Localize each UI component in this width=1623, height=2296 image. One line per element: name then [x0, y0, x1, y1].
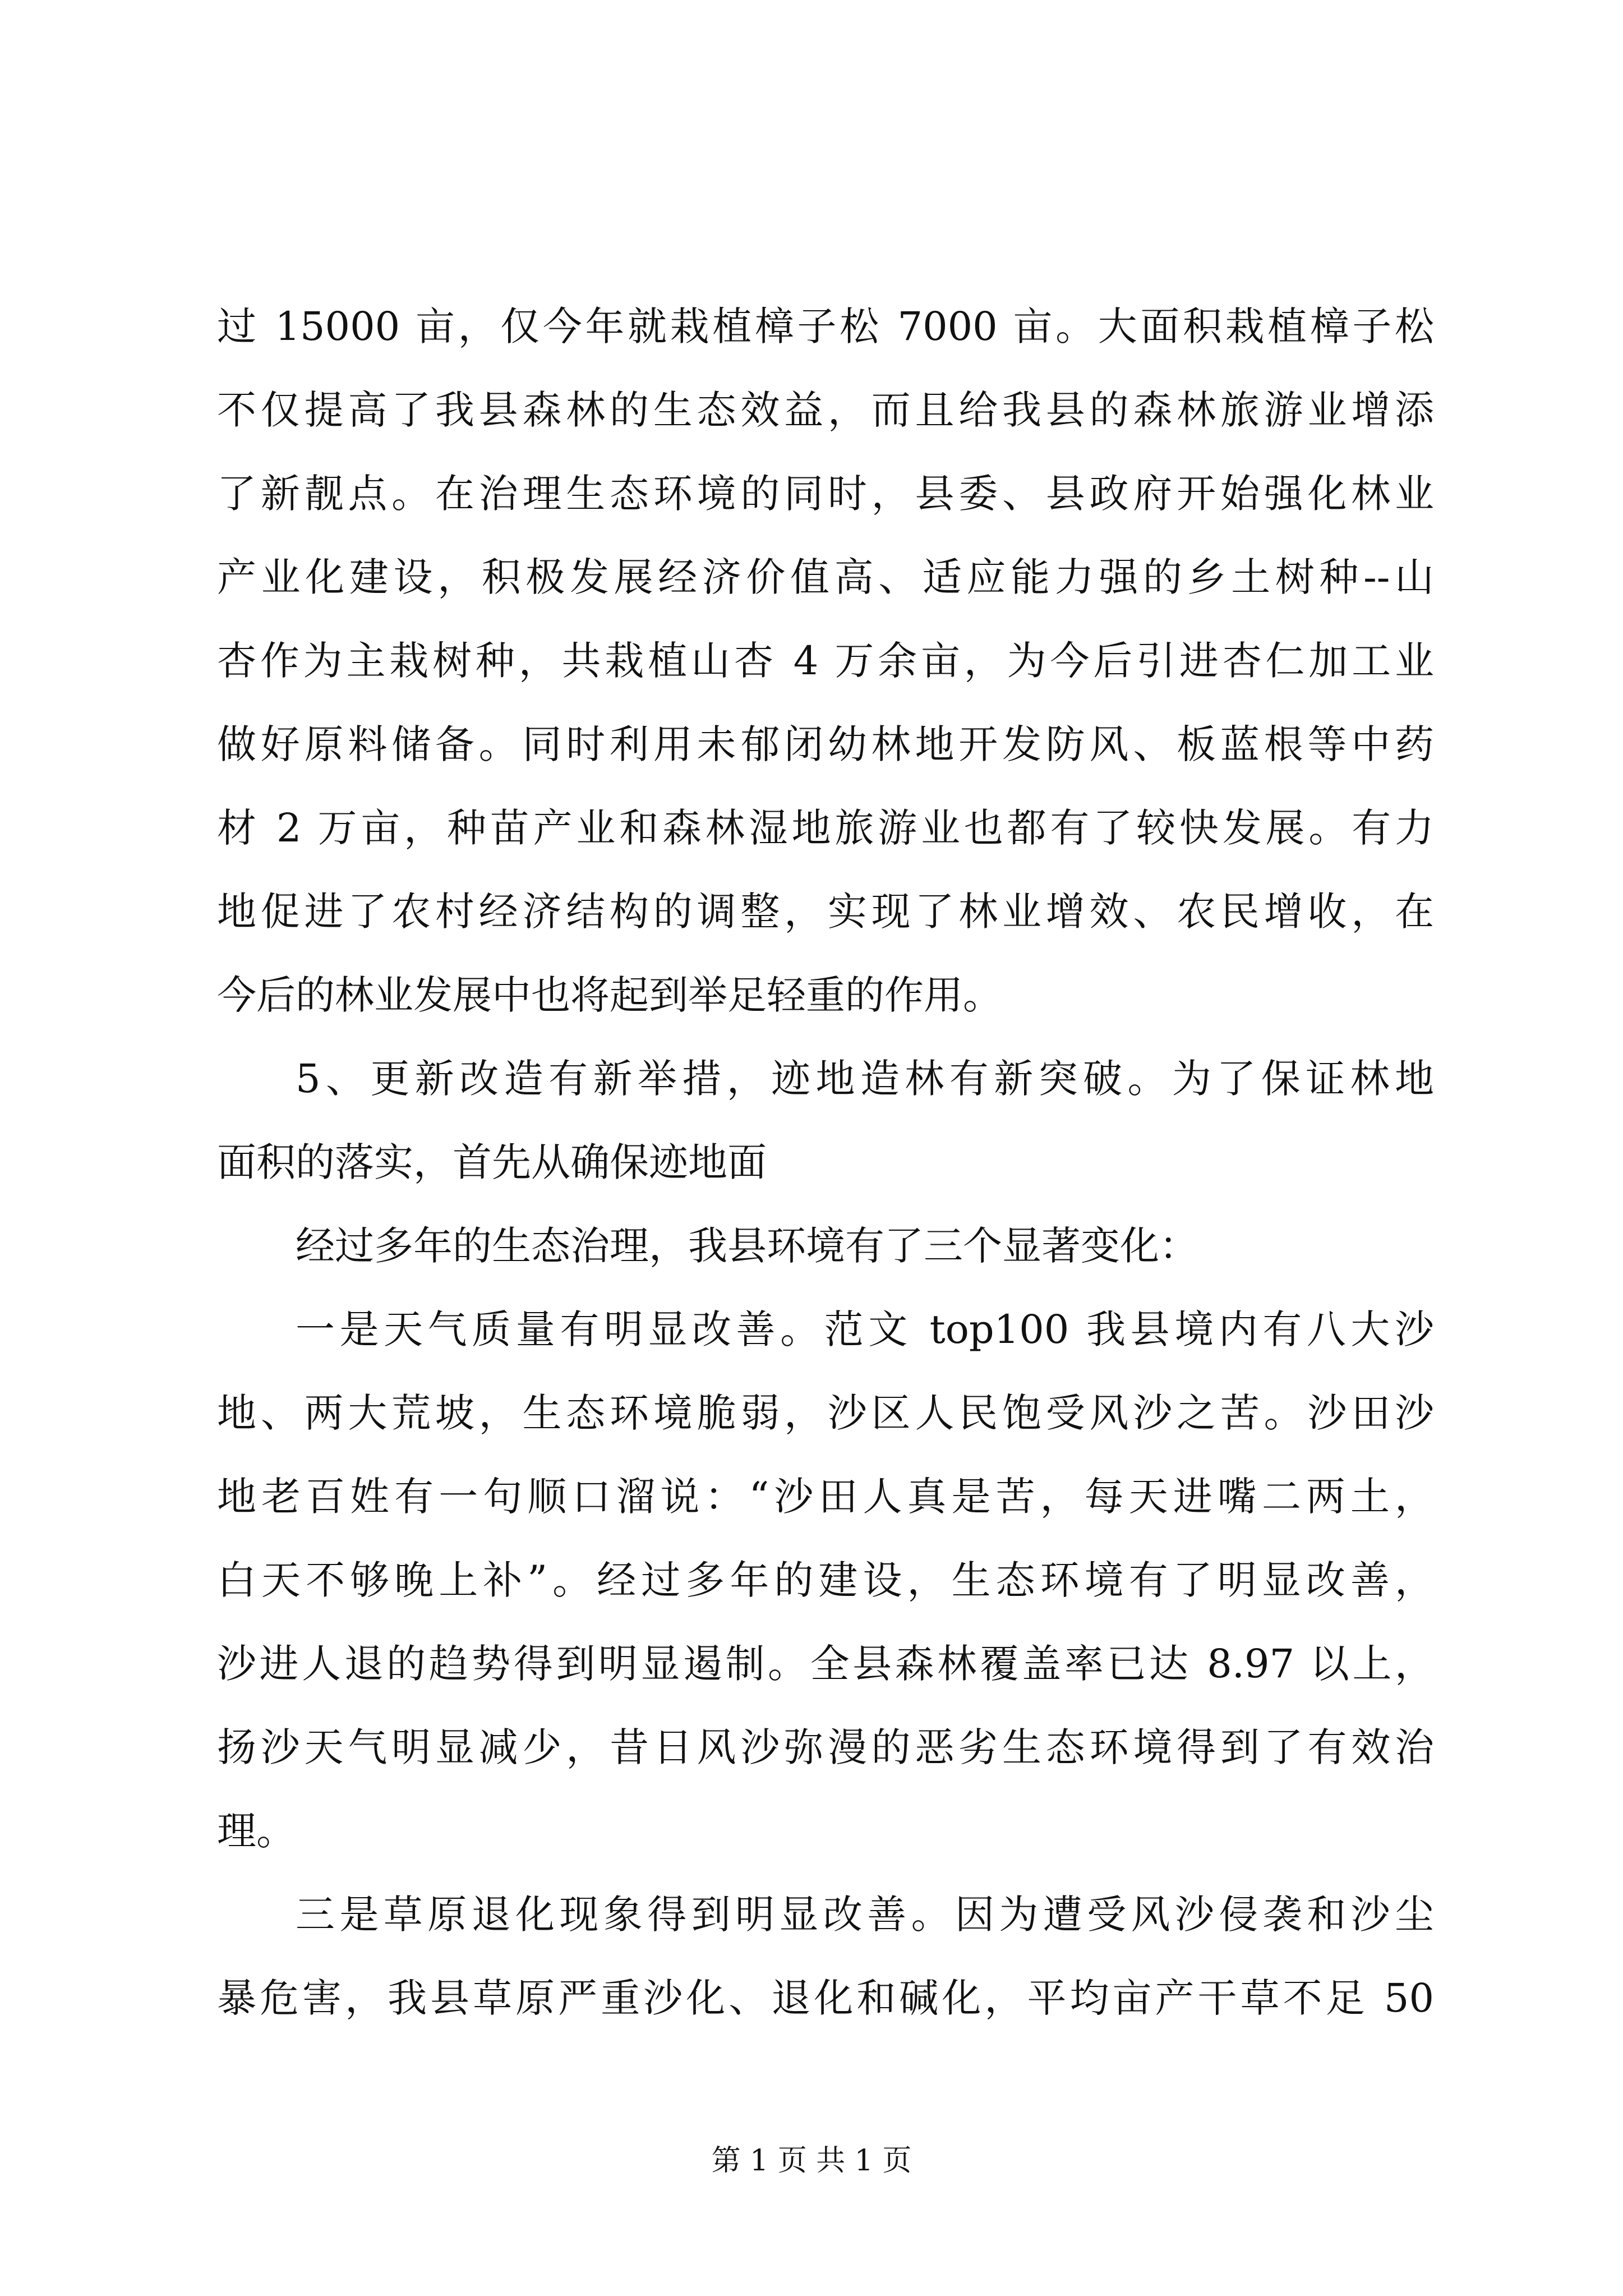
paragraph-first-line: 三是草原退化现象得到明显改善。因为遭受风沙侵袭和沙尘	[296, 1892, 1434, 1938]
text-line: 过 15000 亩，仅今年就栽植樟子松 7000 亩。大面积栽植樟子松	[217, 303, 1434, 349]
text-line: 今后的林业发展中也将起到举足轻重的作用。	[217, 972, 1002, 1018]
paragraph-first-line: 5、更新改造有新举措，迹地造林有新突破。为了保证林地	[296, 1056, 1434, 1102]
text-line: 产业化建设，积极发展经济价值高、适应能力强的乡土树种--山	[217, 554, 1434, 600]
text-line: 杏作为主栽树种，共栽植山杏 4 万余亩，为今后引进杏仁加工业	[217, 638, 1434, 684]
text-line: 地促进了农村经济结构的调整，实现了林业增效、农民增收，在	[217, 889, 1434, 935]
text-line: 暴危害，我县草原严重沙化、退化和碱化，平均亩产干草不足 50	[217, 1975, 1434, 2021]
text-line: 地、两大荒坡，生态环境脆弱，沙区人民饱受风沙之苦。沙田沙	[217, 1390, 1434, 1436]
page-footer: 第 1 页 共 1 页	[711, 2144, 912, 2178]
text-line: 面积的落实，首先从确保迹地面	[217, 1139, 767, 1185]
paragraph-first-line: 一是天气质量有明显改善。范文 top100 我县境内有八大沙	[296, 1306, 1434, 1352]
document-body	[217, 285, 1434, 2040]
text-line: 理。	[217, 1808, 296, 1854]
text-line: 不仅提高了我县森林的生态效益，而且给我县的森林旅游业增添	[217, 387, 1434, 433]
text-line: 白天不够晚上补”。经过多年的建设，生态环境有了明显改善，	[217, 1557, 1434, 1603]
text-line: 地老百姓有一句顺口溜说：“沙田人真是苦，每天进嘴二两土，	[217, 1474, 1434, 1520]
text-line: 沙进人退的趋势得到明显遏制。全县森林覆盖率已达 8.97 以上，	[217, 1641, 1434, 1687]
text-line: 扬沙天气明显减少，昔日风沙弥漫的恶劣生态环境得到了有效治	[217, 1724, 1434, 1770]
text-line: 材 2 万亩，种苗产业和森林湿地旅游业也都有了较快发展。有力	[217, 805, 1434, 851]
text-line: 了新靓点。在治理生态环境的同时，县委、县政府开始强化林业	[217, 471, 1434, 517]
text-line: 做好原料储备。同时利用未郁闭幼林地开发防风、板蓝根等中药	[217, 721, 1434, 767]
paragraph-first-line: 经过多年的生态治理，我县环境有了三个显著变化：	[296, 1223, 1198, 1269]
